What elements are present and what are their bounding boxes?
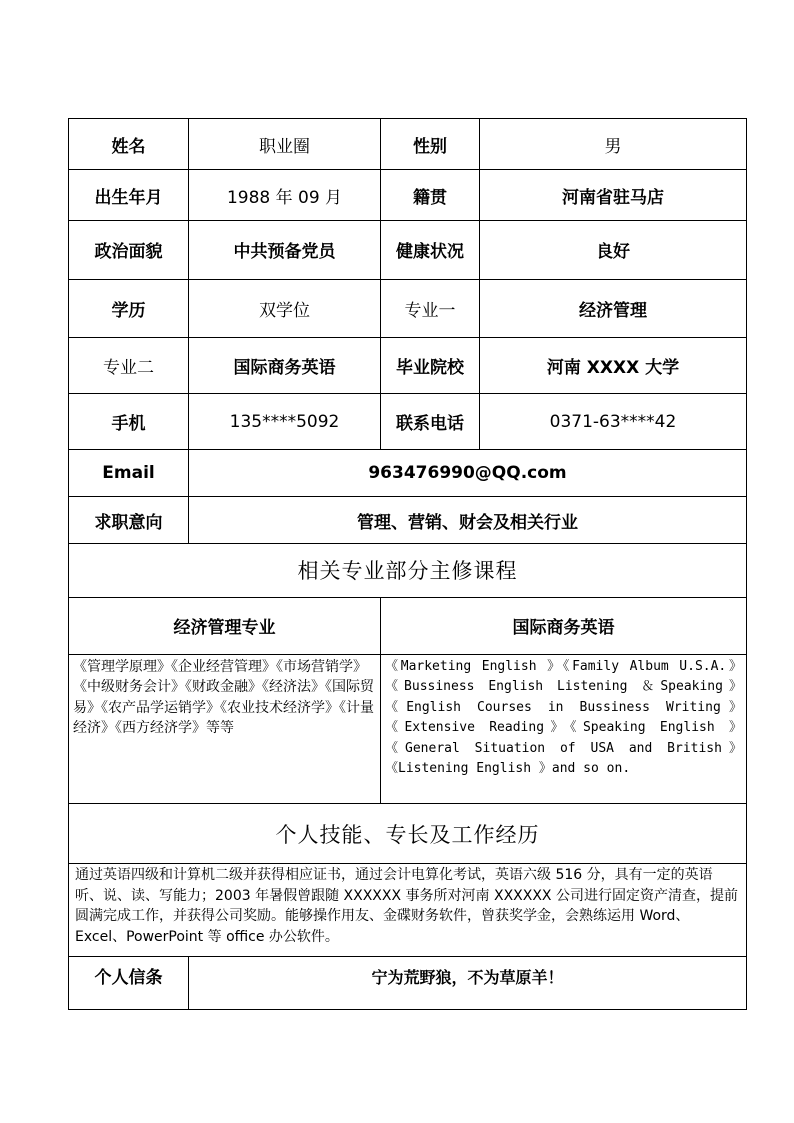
degree-label: 学历 <box>69 279 189 337</box>
economics-courses-list: 《管理学原理》《企业经营管理》《市场营销学》《中级财务会计》《财政金融》《经济法》《国际贸易》《农产品学运销学》《农业技术经济学》《计量经济》《西方经济学》等等 <box>69 654 381 804</box>
row-email <box>69 450 747 497</box>
motto-text: 宁为荒野狼，不为草原羊！ <box>189 956 747 1009</box>
gender-value: 男 <box>480 119 747 170</box>
email-label: Email <box>69 450 189 497</box>
name-label: 姓名 <box>69 119 189 170</box>
row-skills-body <box>69 864 747 956</box>
business-english-heading: 国际商务英语 <box>381 597 747 654</box>
objective-value: 管理、营销、财会及相关行业 <box>189 497 747 544</box>
birth-value: 1988 年 09 月 <box>189 170 381 221</box>
row-major2 <box>69 337 747 393</box>
mobile-value: 135****5092 <box>189 393 381 449</box>
objective-label: 求职意向 <box>69 497 189 544</box>
origin-label: 籍贯 <box>381 170 480 221</box>
mobile-label: 手机 <box>69 393 189 449</box>
row-courses-title <box>69 544 747 597</box>
major2-value: 国际商务英语 <box>189 337 381 393</box>
row-objective <box>69 497 747 544</box>
skills-section-title: 个人技能、专长及工作经历 <box>69 804 747 864</box>
row-degree <box>69 279 747 337</box>
major1-label: 专业一 <box>381 279 480 337</box>
row-phone <box>69 393 747 449</box>
resume-table <box>68 118 747 1010</box>
row-skills-title <box>69 804 747 864</box>
row-political <box>69 221 747 279</box>
motto-label: 个人信条 <box>69 956 189 1009</box>
political-label: 政治面貌 <box>69 221 189 279</box>
school-value: 河南 XXXX 大学 <box>480 337 747 393</box>
major1-value: 经济管理 <box>480 279 747 337</box>
name-value: 职业圈 <box>189 119 381 170</box>
economics-major-heading: 经济管理专业 <box>69 597 381 654</box>
gender-label: 性别 <box>381 119 480 170</box>
row-courses-body <box>69 654 747 804</box>
origin-value: 河南省驻马店 <box>480 170 747 221</box>
major2-label: 专业二 <box>69 337 189 393</box>
row-courses-heads <box>69 597 747 654</box>
email-value: 963476990@QQ.com <box>189 450 747 497</box>
row-birth <box>69 170 747 221</box>
school-label: 毕业院校 <box>381 337 480 393</box>
phone-label: 联系电话 <box>381 393 480 449</box>
health-label: 健康状况 <box>381 221 480 279</box>
row-name <box>69 119 747 170</box>
birth-label: 出生年月 <box>69 170 189 221</box>
health-value: 良好 <box>480 221 747 279</box>
degree-value: 双学位 <box>189 279 381 337</box>
phone-value: 0371-63****42 <box>480 393 747 449</box>
courses-section-title: 相关专业部分主修课程 <box>69 544 747 597</box>
skills-description: 通过英语四级和计算机二级并获得相应证书，通过会计电算化考试，英语六级 516 分，具有一定的英语听、说、读、写能力；2003 年暑假曾跟随 XXXXXX 事务所对河南 XXXXXX 公司进行固定资产清查，提前圆满完成工作，并获得公司奖励。能够操作用友、金碟财务软件，曾获奖学金，会熟练运用 Word、Excel、PowerPoint 等 office 办公软件。 <box>69 864 747 956</box>
political-value: 中共预备党员 <box>189 221 381 279</box>
english-courses-list: 《Marketing English 》《Family Album U.S.A.》《Bussiness English Listening ＆Speaking》《English Courses in Bussiness Writing》《Extensive Reading》《Speaking English 》《General Situation of USA and British》《Listening English 》and so on. <box>381 654 747 804</box>
row-motto <box>69 956 747 1009</box>
